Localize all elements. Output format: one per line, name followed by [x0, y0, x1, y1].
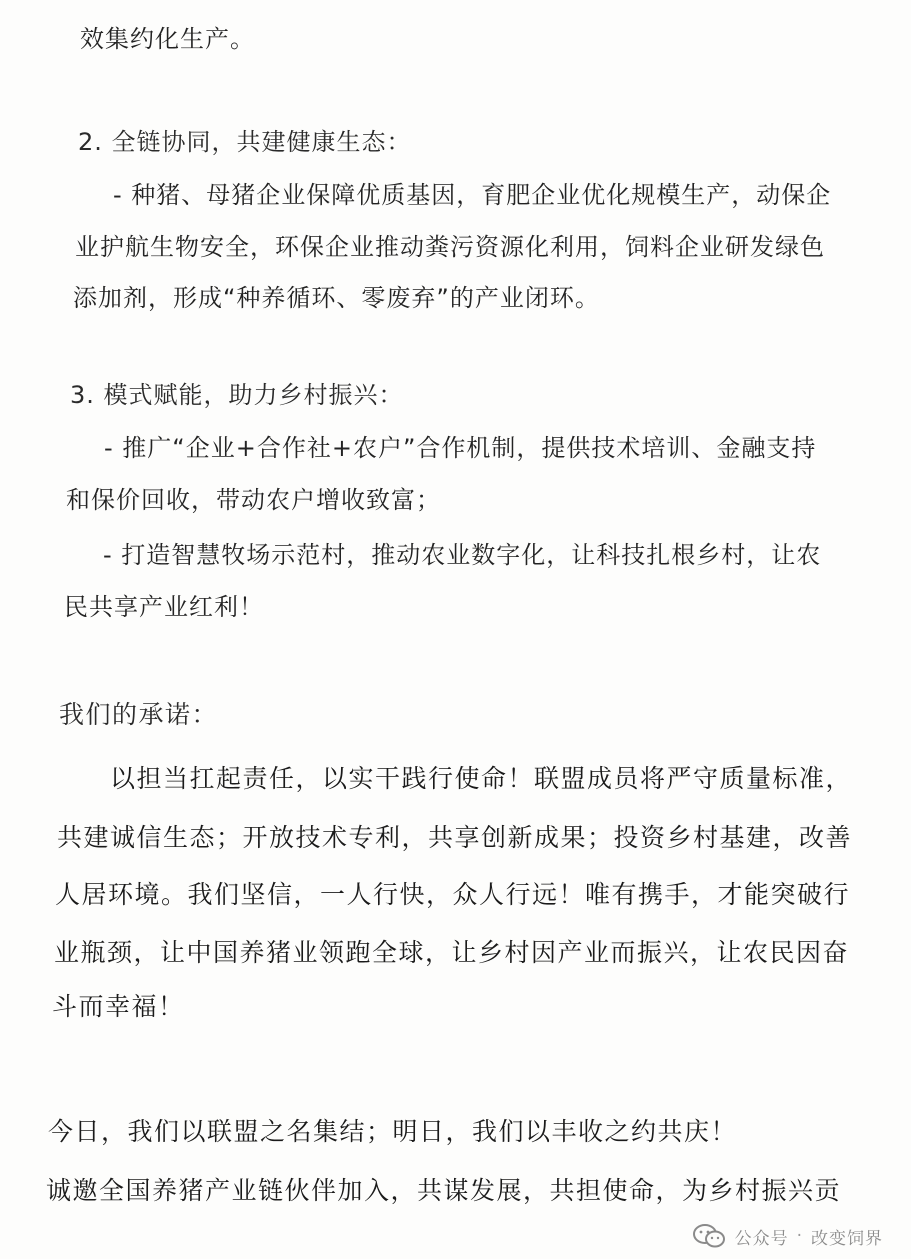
commitment-line-5: 斗而幸福！	[52, 992, 185, 1021]
commitment-line-2: 共建诚信生态；开放技术专利，共享创新成果；投资乡村基建，改善	[57, 823, 853, 852]
commitment-line-4: 业瓶颈，让中国养猪业领跑全球，让乡村因产业而振兴，让农民因奋	[54, 938, 850, 967]
text-line-10: 民共享产业红利！	[64, 593, 264, 621]
watermark-account-label: 公众号	[734, 1228, 789, 1249]
commitment-heading: 我们的承诺：	[59, 700, 219, 729]
text-line-9: - 打造智慧牧场示范村，推动农业数字化，让科技扎根乡村，让农	[103, 541, 822, 569]
text-line-4: 业护航生物安全，环保企业推动粪污资源化利用，饲料企业研发绿色	[75, 233, 825, 261]
text-line-1: 效集约化生产。	[80, 25, 255, 53]
section-2-heading: 2. 全链协同，共建健康生态：	[78, 128, 412, 156]
commitment-line-1: 以担当扛起责任，以实干践行使命！联盟成员将严守质量标准，	[110, 764, 853, 793]
text-line-8: 和保价回收，带动农户增收致富；	[66, 486, 441, 514]
closing-line-2: 诚邀全国养猪产业链伙伴加入，共谋发展，共担使命，为乡村振兴贡	[46, 1176, 842, 1205]
text-line-3: - 种猪、母猪企业保障优质基因，育肥企业优化规模生产，动保企	[113, 181, 832, 209]
watermark-account-name: 改变饲界	[811, 1228, 883, 1249]
commitment-line-3: 人居环境。我们坚信，一人行快，众人行远！唯有携手，才能突破行	[55, 880, 851, 909]
wechat-icon	[691, 1223, 727, 1249]
closing-line-1: 今日，我们以联盟之名集结；明日，我们以丰收之约共庆！	[48, 1117, 738, 1146]
watermark	[691, 1223, 883, 1249]
watermark-separator: ·	[796, 1226, 803, 1246]
section-3-heading: 3. 模式赋能，助力乡村振兴：	[70, 381, 404, 409]
text-line-5: 添加剂，形成“种养循环、零废弃”的产业闭环。	[73, 284, 600, 312]
text-line-7: - 推广“企业+合作社+农户”合作机制，提供技术培训、金融支持	[104, 434, 817, 462]
